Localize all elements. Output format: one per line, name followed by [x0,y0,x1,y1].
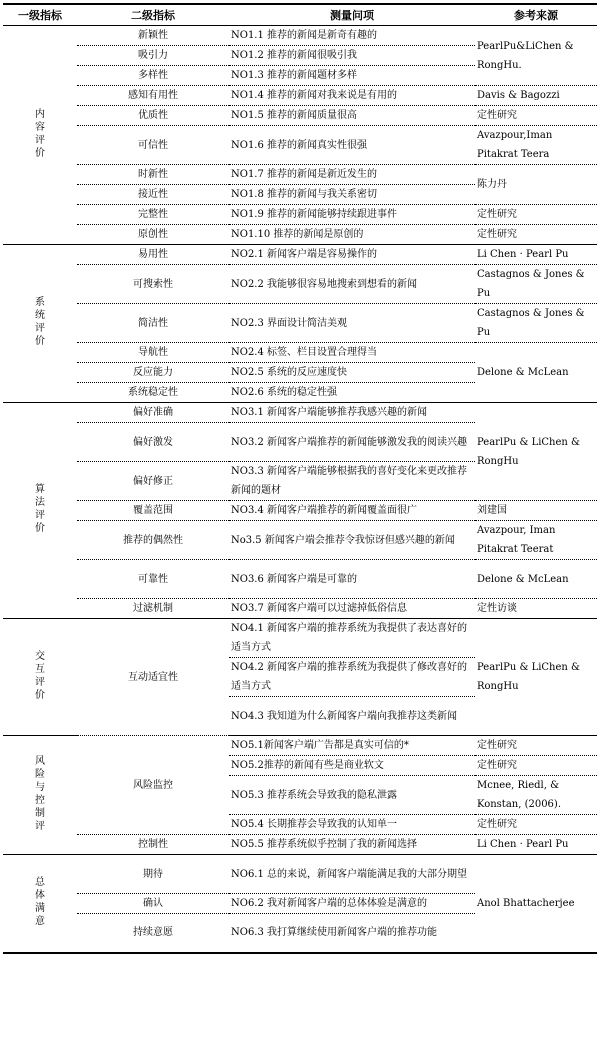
source-cell: 定性研究 [475,815,597,835]
table-row [3,86,597,106]
item-cell: NO6.1 总的来说，新闻客户端能满足我的大部分期望 [229,855,475,894]
item-cell: NO3.2 新闻客户端推荐的新闻能够激发我的阅读兴趣 [229,423,475,462]
level2-cell: 吸引力 [77,46,229,66]
header-source: 参考来源 [475,4,597,26]
table-body [3,26,597,953]
level1-label: 系统评价 [35,297,45,347]
header-level1: 一级指标 [3,4,77,26]
source-cell: Avazpour,Iman Pitakrat Teera [475,126,597,165]
source-cell: PearlPu&LiChen & RongHu. [475,26,597,86]
item-cell: NO2.6 系统的稳定性强 [229,383,475,403]
item-cell: NO2.2 我能够很容易地搜索到想看的新闻 [229,265,475,304]
source-cell: Li Chen · Pearl Pu [475,245,597,265]
item-cell: NO1.3 推荐的新闻题材多样 [229,66,475,86]
level2-cell: 可信性 [77,126,229,165]
header-level2: 二级指标 [77,4,229,26]
level2-cell: 多样性 [77,66,229,86]
level2-cell: 持续意愿 [77,914,229,953]
source-cell: PearlPu & LiChen & RongHu [475,619,597,736]
table-row [3,126,597,165]
level1-cell [3,403,77,619]
item-cell: NO2.1 新闻客户端是容易操作的 [229,245,475,265]
level2-cell: 新颖性 [77,26,229,46]
table-row [3,835,597,855]
document-page [0,3,600,1042]
item-cell: NO4.2 新闻客户端的推荐系统为我提供了修改喜好的适当方式 [229,658,475,697]
level2-cell: 优质性 [77,106,229,126]
level2-cell: 原创性 [77,225,229,245]
table-row [3,403,597,423]
level2-cell: 时新性 [77,165,229,185]
table-row [3,560,597,599]
level1-cell [3,245,77,403]
table-row [3,855,597,894]
level2-cell: 偏好修正 [77,462,229,501]
source-cell: 定性研究 [475,106,597,126]
table-row [3,343,597,363]
level2-cell: 期待 [77,855,229,894]
table-row [3,106,597,126]
level1-cell [3,855,77,953]
source-cell: 定性研究 [475,205,597,225]
item-cell: NO6.3 我打算继续使用新闻客户端的推荐功能 [229,914,475,953]
level2-cell: 感知有用性 [77,86,229,106]
item-cell: NO2.5 系统的反应速度快 [229,363,475,383]
item-cell: NO3.4 新闻客户端推荐的新闻覆盖面很广 [229,501,475,521]
item-cell: NO5.5 推荐系统似乎控制了我的新闻选择 [229,835,475,855]
table-row [3,521,597,560]
level2-cell: 反应能力 [77,363,229,383]
level2-cell: 易用性 [77,245,229,265]
source-cell: 定性研究 [475,225,597,245]
level2-cell: 覆盖范围 [77,501,229,521]
source-cell: 定性研究 [475,736,597,756]
item-cell: NO2.3 界面设计简洁美观 [229,304,475,343]
level2-cell: 控制性 [77,835,229,855]
item-cell: NO5.1新闻客户端广告都是真实可信的* [229,736,475,756]
item-cell: NO1.2 推荐的新闻很吸引我 [229,46,475,66]
table-row [3,245,597,265]
source-cell: Delone & McLean [475,343,597,403]
level1-cell [3,736,77,855]
item-cell: NO3.1 新闻客户端能够推荐我感兴趣的新闻 [229,403,475,423]
level2-cell: 偏好准确 [77,403,229,423]
indicator-table [3,3,597,954]
level1-cell [3,619,77,736]
level2-cell: 简洁性 [77,304,229,343]
item-cell: NO1.6 推荐的新闻真实性很强 [229,126,475,165]
source-cell: Delone & McLean [475,560,597,599]
item-cell: NO4.1 新闻客户端的推荐系统为我提供了表达喜好的适当方式 [229,619,475,658]
source-cell: 定性访谈 [475,599,597,619]
level1-cell [3,26,77,245]
item-cell: NO3.7 新闻客户端可以过滤掉低俗信息 [229,599,475,619]
level2-cell: 可靠性 [77,560,229,599]
source-cell: PearlPu & LiChen & RongHu [475,403,597,501]
source-cell: Castagnos & Jones & Pu [475,265,597,304]
level2-cell: 互动适宜性 [77,619,229,736]
level2-cell: 过滤机制 [77,599,229,619]
source-cell: Li Chen · Pearl Pu [475,835,597,855]
source-cell: 定性研究 [475,756,597,776]
table-row [3,26,597,46]
source-cell: Davis & Bagozzi [475,86,597,106]
level1-label: 总体满意 [35,876,45,927]
source-cell: Avazpour, Iman Pitakrat Teerat [475,521,597,560]
source-cell: 陈力丹 [475,165,597,205]
table-header-row [3,4,597,26]
level2-cell: 可搜索性 [77,265,229,304]
item-cell: NO5.3 推荐系统会导致我的隐私泄露 [229,776,475,815]
item-cell: NO2.4 标签、栏目设置合理得当 [229,343,475,363]
level2-cell: 推荐的偶然性 [77,521,229,560]
item-cell: NO3.6 新闻客户端是可靠的 [229,560,475,599]
table-row [3,501,597,521]
item-cell: No3.5 新闻客户端会推荐令我惊讶但感兴趣的新闻 [229,521,475,560]
item-cell: NO3.3 新闻客户端能够根据我的喜好变化来更改推荐新闻的题材 [229,462,475,501]
item-cell: NO1.4 推荐的新闻对我来说是有用的 [229,86,475,106]
item-cell: NO6.2 我对新闻客户端的总体体验是满意的 [229,894,475,914]
level1-label: 内容评价 [35,108,45,159]
item-cell: NO1.7 推荐的新闻是新近发生的 [229,165,475,185]
source-cell: Castagnos & Jones & Pu [475,304,597,343]
table-row [3,736,597,756]
level2-cell: 偏好激发 [77,423,229,462]
source-cell: Mcnee, Riedl, & Konstan, (2006). [475,776,597,815]
level2-cell: 导航性 [77,343,229,363]
level2-cell: 确认 [77,894,229,914]
item-cell: NO1.8 推荐的新闻与我关系密切 [229,185,475,205]
table-row [3,205,597,225]
level1-label: 交互评价 [35,650,45,701]
level2-cell: 系统稳定性 [77,383,229,403]
item-cell: NO1.1 推荐的新闻是新奇有趣的 [229,26,475,46]
table-row [3,265,597,304]
level1-label: 风险与控制评 [35,755,45,832]
item-cell: NO1.5 推荐的新闻质量很高 [229,106,475,126]
item-cell: NO4.3 我知道为什么新闻客户端向我推荐这类新闻 [229,697,475,736]
source-cell: Anol Bhattacherjee [475,855,597,953]
item-cell: NO1.10 推荐的新闻是原创的 [229,225,475,245]
table-row [3,619,597,658]
table-row [3,165,597,185]
table-row [3,225,597,245]
header-item: 测量问项 [229,4,475,26]
level2-cell: 接近性 [77,185,229,205]
source-cell: 刘建国 [475,501,597,521]
item-cell: NO1.9 推荐的新闻能够持续跟进事件 [229,205,475,225]
item-cell: NO5.2推荐的新闻有些是商业软文 [229,756,475,776]
table-row [3,599,597,619]
level2-cell: 完整性 [77,205,229,225]
level1-label: 算法评价 [35,484,45,534]
item-cell: NO5.4 长期推荐会导致我的认知单一 [229,815,475,835]
level2-cell: 风险监控 [77,736,229,835]
table-row [3,304,597,343]
